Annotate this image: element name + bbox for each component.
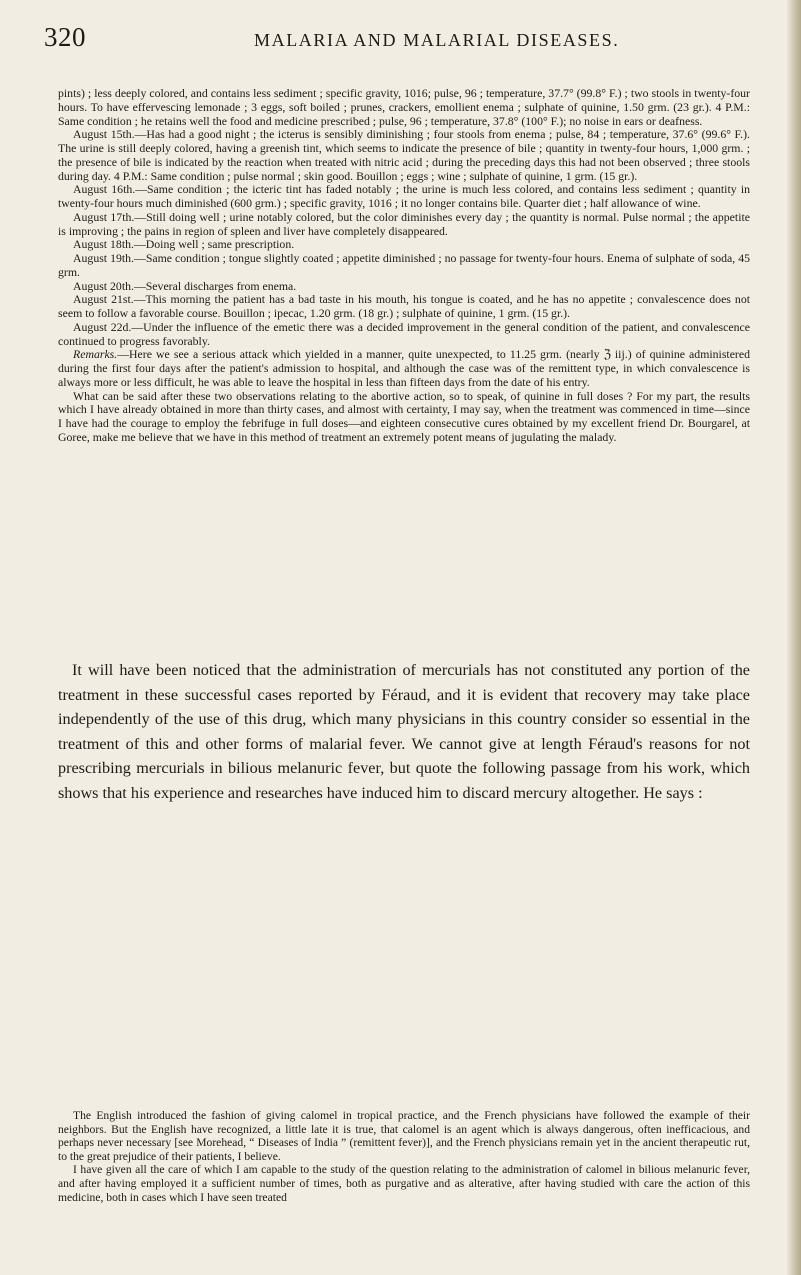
case-note-aug-21: August 21st.—This morning the patient has a bad taste in his mouth, his tongue is coated, and he has no appetite ; convalescence does not seem to follow a favorable course. Bouillon ; ipecac, 1.20 grm. (18 gr.) ; sulphate of quinine, 1 grm. (15 gr.). bbox=[58, 292, 750, 320]
page-edge-shadow bbox=[787, 0, 801, 1275]
case-note-aug-22: August 22d.—Under the influence of the emetic there was a decided improvement in the general condition of the patient, and convalescence continued to progress favorably. bbox=[58, 319, 750, 348]
case-note-aug-17: August 17th.—Still doing well ; urine notably colored, but the color diminishes every day ; the quantity is normal. Pulse normal ; the appetite is improving ; the pains in region of spleen and liver have completely disappeared. bbox=[58, 209, 750, 238]
page-header bbox=[44, 22, 754, 54]
case-note-aug-18: August 18th.—Doing well ; same prescription. bbox=[73, 237, 295, 252]
main-paragraph: It will have been noticed that the administration of mercurials has not constituted any portion of the treatment in these successful cases reported by Féraud, and it is evident that recovery may take place independently of the use of this drug, which many physicians in this country consider so essential in the treatment of this and other forms of malarial fever. We cannot give at length Féraud's reasons for not prescribing mercurials in bilious melanuric fever, but quote the following passage from his work, which shows that his experience and researches have induced him to discard mercury altogether. He says : bbox=[58, 661, 750, 802]
case-note-aug-15: August 15th.—Has had a good night ; the icterus is sensibly diminishing ; four stools from enema ; pulse, 84 ; temperature, 37.6° (99.6° F.). The urine is still deeply colored, having a greenish tint, which seems to indicate the presence of bile ; quantity in twenty-four hours, 1,000 grm. ; the presence of bile is indicated by the reaction when treated with nitric acid ; during the preceding days this had not been observed ; three stools during day. 4 P.M.: Same condition ; pulse normal ; skin good. Bouillon ; eggs ; wine ; sulphate of quinine, 1 grm. (15 gr.). bbox=[58, 127, 750, 183]
quoted-passage bbox=[58, 1109, 750, 1204]
main-text bbox=[58, 658, 750, 806]
case-note-aug-20: August 20th.—Several discharges from enema. bbox=[73, 278, 297, 293]
running-title: MALARIA AND MALARIAL DISEASES. bbox=[254, 30, 620, 50]
page-number: 320 bbox=[44, 22, 86, 52]
remarks-lead: Remarks. bbox=[73, 347, 118, 362]
quote-paragraph-1: The English introduced the fashion of giving calomel in tropical practice, and the French physicians have followed the example of their neighbors. But the English have recognized, a little late it is true, that calomel is an agent which is always dangerous, often inefficacious, and perhaps never necessary [see Morehead, “ Diseases of India ” (remittent fever)], and the French physicians remain yet in the ancient therapeutic rut, to the great prejudice of their patients, I believe. bbox=[58, 1109, 750, 1163]
case-note-aug-16: August 16th.—Same condition ; the icteric tint has faded notably ; the urine is much less colored, and contains less sediment ; quantity in twenty-four hours much diminished (600 grm.) ; specific gravity, 1016 ; it no longer contains bile. Quarter diet ; half allowance of wine. bbox=[58, 182, 750, 210]
remarks-paragraph bbox=[58, 348, 750, 389]
remarks-paragraph-2: What can be said after these two observations relating to the abortive action, so to speak, of quinine in full doses ? For my part, the results which I have already obtained in more than thirty cases, and almost with certainty, I may say, when the treatment was commenced in time—since I have had the courage to employ the febrifuge in full doses—and eighteen consecutive cures obtained by my excellent friend Dr. Bourgarel, at Goree, make me believe that we have in this method of treatment an extremely potent means of jugulating the malady. bbox=[58, 388, 750, 444]
case-notes bbox=[58, 87, 750, 445]
case-note-paragraph: pints) ; less deeply colored, and contains less sediment ; specific gravity, 1016; pulse, 96 ; temperature, 37.7° (99.8° F.) ; two stools in twenty-four hours. To have effervescing lemonade ; 3 eggs, soft boiled ; prunes, crackers, emollient enema ; sulphate of quinine, 1.50 grm. (23 gr.). 4 P.M.: Same condition ; he retains well the food and medicine prescribed ; pulse, 96 ; temperature, 37.8° (100° F.); no noise in ears or deafness. bbox=[58, 86, 750, 128]
remarks-text: —Here we see a serious attack which yielded in a manner, quite unexpected, to 11.25 grm. (nearly ℨ iij.) of quinine administered during the first four days after the patient's admission to hospital, and although the case was of the remittent type, in which convalescence is always more or less difficult, he was able to leave the hospital in less than fifteen days from the date of his entry. bbox=[58, 347, 750, 389]
case-note-aug-19: August 19th.—Same condition ; tongue slightly coated ; appetite diminished ; no passage for twenty-four hours. Enema of sulphate of soda, 45 grm. bbox=[58, 251, 750, 279]
quote-paragraph-2: I have given all the care of which I am capable to the study of the question relating to the administration of calomel in bilious melanuric fever, and after having employed it a sufficient number of times, both as purgative and as alterative, after having studied with care the action of this medicine, both in cases which I have seen treated bbox=[58, 1163, 750, 1204]
